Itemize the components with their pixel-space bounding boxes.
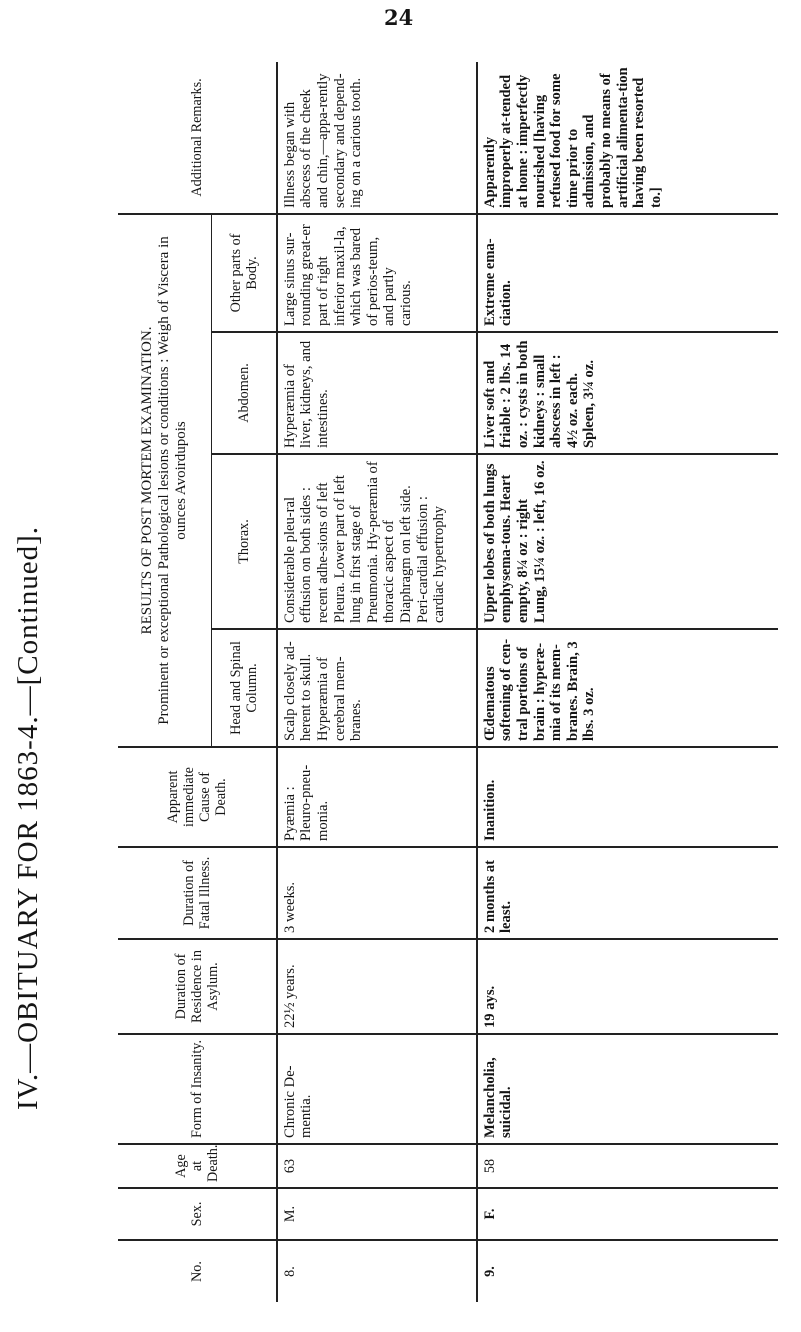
cell-other: Large sinus sur-rounding great-er part of right inferior maxil-la, which was bared of perios-teum, and partly carious. (277, 214, 477, 332)
cell-duration: 3 weeks. (277, 847, 477, 939)
cell-head: Œdematous softening of cen-tral portions of brain : hyperæ-mia of its mem-branes. Brain, 3 lbs. 3 oz. (477, 629, 778, 747)
cell-age: 63 (277, 1144, 477, 1188)
header-other: Other parts of Body. (212, 214, 277, 332)
cell-duration: 2 months at least. (477, 847, 778, 939)
header-sex: Sex. (118, 1188, 277, 1240)
header-cause: Apparent immediate Cause of Death. (118, 747, 277, 847)
cell-head: Scalp closely ad-herent to skull. Hyperæmia of cerebral mem-branes. (277, 629, 477, 747)
cell-sex: F. (477, 1188, 778, 1240)
page-number: 24 (384, 5, 414, 30)
cell-residence: 22½ years. (277, 939, 477, 1034)
header-abdomen: Abdomen. (212, 332, 277, 454)
page-heading: IV.—OBITUARY FOR 1863-4.—[Continued]. (12, 526, 44, 1110)
cell-no: 8. (277, 1240, 477, 1302)
header-residence: Duration of Residence in Asylum. (118, 939, 277, 1034)
obituary-table (118, 62, 778, 1302)
header-results (118, 214, 212, 747)
cell-cause: Pyæmia : Pleuro-pneu-monia. (277, 747, 477, 847)
cell-sex: M. (277, 1188, 477, 1240)
header-results-subtitle: Prominent or exceptional Pathological lesions or conditions : Weigh of Viscera in ounces Avoirdupois (156, 236, 190, 725)
cell-remarks: Illness began with abscess of the cheek and chin,—appa-rently secondary and depend-ing on a carious tooth. (277, 62, 477, 214)
cell-thorax: Considerable pleu-ral effusion on both sides : recent adhe-sions of left Pleura. Lower part of left lung in first stage of Pneumonia. Hy-peræmia of thoracic aspect of Diaphragm on left side. Peri-cardial effusion : cardiac hypertrophy (277, 454, 477, 629)
table-row (477, 62, 778, 1302)
cell-cause: Inanition. (477, 747, 778, 847)
cell-remarks: Apparently improperly at-tended at home : imperfectly nourished [having refused food for some time prior to admission, and probably no means of artificial alimenta-tion having been resorted to.] (477, 62, 778, 214)
header-duration: Duration of Fatal Illness. (118, 847, 277, 939)
cell-thorax: Upper lobes of both lungs emphysema-tous. Heart empty, 8¼ oz : right Lung, 15¼ oz. : left, 16 oz. (477, 454, 778, 629)
header-results-title: RESULTS OF POST MORTEM EXAMINATION. (139, 326, 156, 635)
header-form: Form of Insanity. (118, 1034, 277, 1144)
header-age: Age at Death. (118, 1144, 277, 1188)
obituary-table-rotated (118, 62, 778, 1302)
cell-form: Chronic De-mentia. (277, 1034, 477, 1144)
cell-form: Melancholia, suicidal. (477, 1034, 778, 1144)
table-row (277, 62, 477, 1302)
cell-abdomen: Liver soft and friable : 2 lbs. 14 oz. : cysts in both kidneys : small abscess in left : 4½ oz. each. Spleen, 3¼ oz. (477, 332, 778, 454)
header-thorax: Thorax. (212, 454, 277, 629)
header-head: Head and Spinal Column. (212, 629, 277, 747)
cell-abdomen: Hyperæmia of liver, kidneys, and intestines. (277, 332, 477, 454)
cell-no: 9. (477, 1240, 778, 1302)
header-remarks: Additional Remarks. (118, 62, 277, 214)
header-no: No. (118, 1240, 277, 1302)
cell-other: Extreme ema-ciation. (477, 214, 778, 332)
cell-age: 58 (477, 1144, 778, 1188)
cell-residence: 19 ays. (477, 939, 778, 1034)
